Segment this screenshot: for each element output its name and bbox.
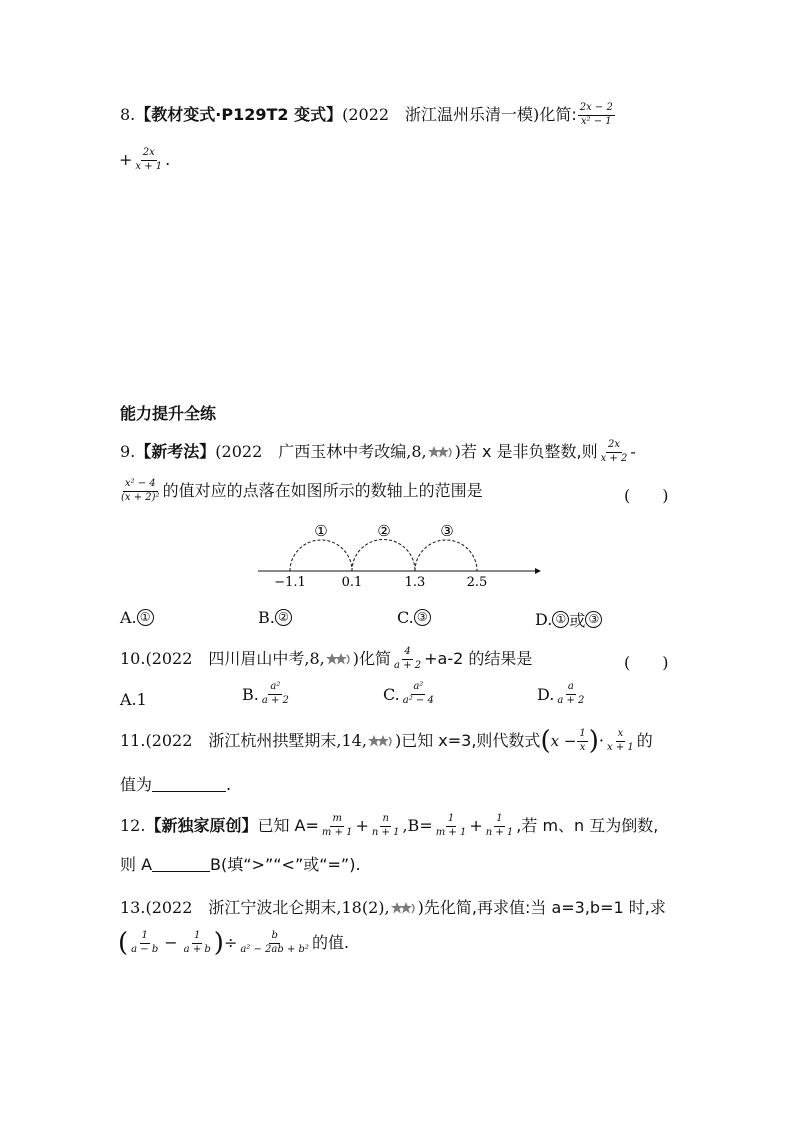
option-fraction [555,682,586,706]
q11-fraction [605,729,636,753]
q11-source-end: ) [394,731,402,750]
q8-plus: + [119,150,133,169]
option-fraction [401,682,436,706]
q12-text3: ,若 m、n 互为倒数, [516,816,659,835]
region-label-3: ③ [440,522,454,540]
q9-answer-paren: ( ) [624,486,669,505]
frac-den: a² − 2ab + b² [240,943,309,955]
option-frac-den: a² − 4 [402,694,434,706]
q11-line2-text: 值为 [120,775,153,794]
q8-frac2-den: x + 1 [135,160,163,172]
q11-inner-den: x [579,741,586,753]
region-arc-3 [415,540,477,571]
option-value: ③ [414,609,431,626]
q8-fraction-1 [578,103,615,127]
option-frac-num: a² [268,682,282,695]
option-frac-num: a [566,682,576,695]
option-frac-num: a² [411,682,425,695]
q9-option-b[interactable] [258,608,292,627]
tick-label-2: 0.1 [341,575,363,590]
q9-minus: - [630,442,636,461]
option-value: ① [137,609,154,626]
frac-den: m + 1 [321,826,353,838]
q11-left-paren: ( [540,726,551,756]
q8-line2 [119,148,170,172]
q8-fraction-2 [133,148,164,172]
q8-text: 化简: [539,105,577,124]
q10-frac-den: a + 2 [394,659,422,671]
q10-source-start: (2022 四川眉山中考,8, [145,649,325,668]
q8-source: (2022 浙江温州乐清一模) [342,105,540,124]
q13-left-paren: ( [118,928,129,958]
region-arc-1 [290,540,352,571]
q13-fraction-3 [238,931,311,955]
q11-right-paren: ) [588,726,599,756]
frac-num: 1 [446,814,456,827]
q10-fraction [392,647,423,671]
option-fraction [260,682,291,706]
q11-answer-blank[interactable] [152,779,226,792]
q10-option-c[interactable] [383,682,437,706]
q12-answer-blank[interactable] [152,859,210,872]
option-join: 或 [569,611,586,630]
q9-frac1-num: 2x [606,440,622,453]
q12-line1 [120,814,658,838]
q12-a-fraction-2 [370,814,402,838]
number-line-arrow [535,568,541,574]
frac-den: a − b [131,943,159,955]
q13-fraction-1 [129,931,160,955]
q8-frac1-num: 2x − 2 [578,103,615,116]
q13-number: 13. [120,898,146,917]
frac-den: m + 1 [435,826,467,838]
q11-dot: · [598,731,605,750]
q11-inner-num: 1 [577,729,587,742]
option-label: C. [397,608,414,627]
q11-number: 11. [120,731,146,750]
section-title: 能力提升全练 [120,404,217,423]
frac-num: m [330,814,343,827]
frac-num: 1 [192,931,202,944]
q12-line2-start: 则 A [120,855,153,874]
q10-text1: 化简 [359,649,392,668]
q12-line2 [120,857,361,873]
q13-text1: 先化简,再求值:当 a=3,b=1 时,求 [423,898,666,917]
q8-tag: 【教材变式·P129T2 变式】 [135,105,343,124]
q9-source-start: (2022 广西玉林中考改编,8, [215,442,427,461]
q8-number: 8. [120,105,136,124]
region-label-2: ② [377,522,391,540]
q9-option-d[interactable] [535,608,602,631]
q9-option-c[interactable] [397,608,431,627]
q12-b-fraction-1 [434,814,469,838]
q12-plus-2: + [469,816,483,835]
q13-fraction-2 [182,931,213,955]
option-value: ② [275,609,292,626]
q9-line2 [118,479,483,503]
option-label: A.1 [120,690,147,709]
q9-fraction-2 [119,479,162,503]
option-label: C. [383,684,400,704]
frac-num: b [269,931,279,944]
q10-frac-num: 4 [402,647,412,660]
q12-b-fraction-2 [484,814,516,838]
q13-source-end: ) [417,898,424,917]
q12-a-fraction-1 [320,814,355,838]
q9-option-a[interactable] [120,608,154,627]
q11-line2 [120,777,231,793]
frac-num: 1 [494,814,504,827]
q8-line1 [120,103,616,127]
region-arc-2 [352,540,415,572]
difficulty-stars-icon [326,652,352,666]
option-label: A. [120,608,137,627]
option-value-2: ③ [585,611,602,628]
q11-text2: 的 [636,731,653,750]
option-frac-den: a + 2 [261,694,289,706]
q9-number-line [252,516,552,596]
q9-line1 [120,440,636,464]
difficulty-stars-icon [428,445,454,459]
q13-minus: − [164,933,178,952]
q12-line2-end: B(填“>”“<”或“=”). [210,855,361,874]
q11-expr-x: x − [550,731,577,750]
frac-den: n + 1 [485,826,514,838]
region-label-1: ① [314,522,328,540]
q12-text2: ,B= [402,816,433,835]
frac-den: n + 1 [371,826,400,838]
tick-label-1: −1.1 [274,575,306,590]
q11-end: . [226,775,232,794]
q9-number: 9. [120,442,136,461]
q9-frac2-den: (x + 2)² [121,491,160,503]
frac-num: n [380,814,390,827]
q11-frac-den: x + 1 [607,741,634,753]
q8-end: . [165,150,171,169]
q11-line1 [120,728,653,754]
q10-text2: +a-2 的结果是 [424,649,533,668]
q9-tag: 【新考法】 [135,442,216,461]
q11-inner-fraction [577,729,587,753]
q9-source-end: ) [454,442,461,461]
q11-frac-num: x [616,729,626,742]
q12-text1: 已知 A= [257,816,319,835]
option-frac-den: a + 2 [557,694,585,706]
q13-line2 [118,930,349,956]
q10-source-end: ) [352,649,360,668]
q10-answer-paren: ( ) [624,653,669,672]
option-label: D. [535,610,553,629]
q11-source-start: (2022 浙江杭州拱墅期末,14, [145,731,367,750]
frac-den: a + b [183,943,211,955]
q10-option-b[interactable] [242,682,292,706]
q13-source-start: (2022 浙江宁波北仑期末,18(2), [145,898,390,917]
q9-text2: 的值对应的点落在如图所示的数轴上的范围是 [162,481,483,500]
q10-option-d[interactable] [537,682,587,706]
q13-right-paren: ) [213,928,224,958]
difficulty-stars-icon [391,901,417,915]
difficulty-stars-icon [368,734,394,748]
q12-tag: 【新独家原创】 [145,816,258,835]
q10-number: 10. [120,649,146,668]
option-value: ① [552,611,569,628]
q10-line1 [120,647,532,671]
q8-frac2-num: 2x [141,148,157,161]
q9-frac2-num: x² − 4 [123,479,158,492]
q9-frac1-den: x + 2 [600,452,628,464]
q13-text2: 的值. [311,933,350,952]
q11-text1: 已知 x=3,则代数式 [401,731,541,750]
tick-label-4: 2.5 [466,575,488,590]
q8-frac1-den: x² − 1 [580,115,612,127]
q10-option-a[interactable] [120,690,147,709]
q9-fraction-1 [599,440,630,464]
tick-label-3: 1.3 [404,575,426,590]
q9-text1: 若 x 是非负整数,则 [460,442,598,461]
option-label: D. [537,684,555,704]
q12-plus-1: + [355,816,369,835]
q12-number: 12. [120,816,146,835]
frac-num: 1 [140,931,150,944]
option-label: B. [258,608,275,627]
q13-div: ÷ [223,933,238,952]
q13-line1 [120,900,666,916]
option-label: B. [242,684,259,704]
